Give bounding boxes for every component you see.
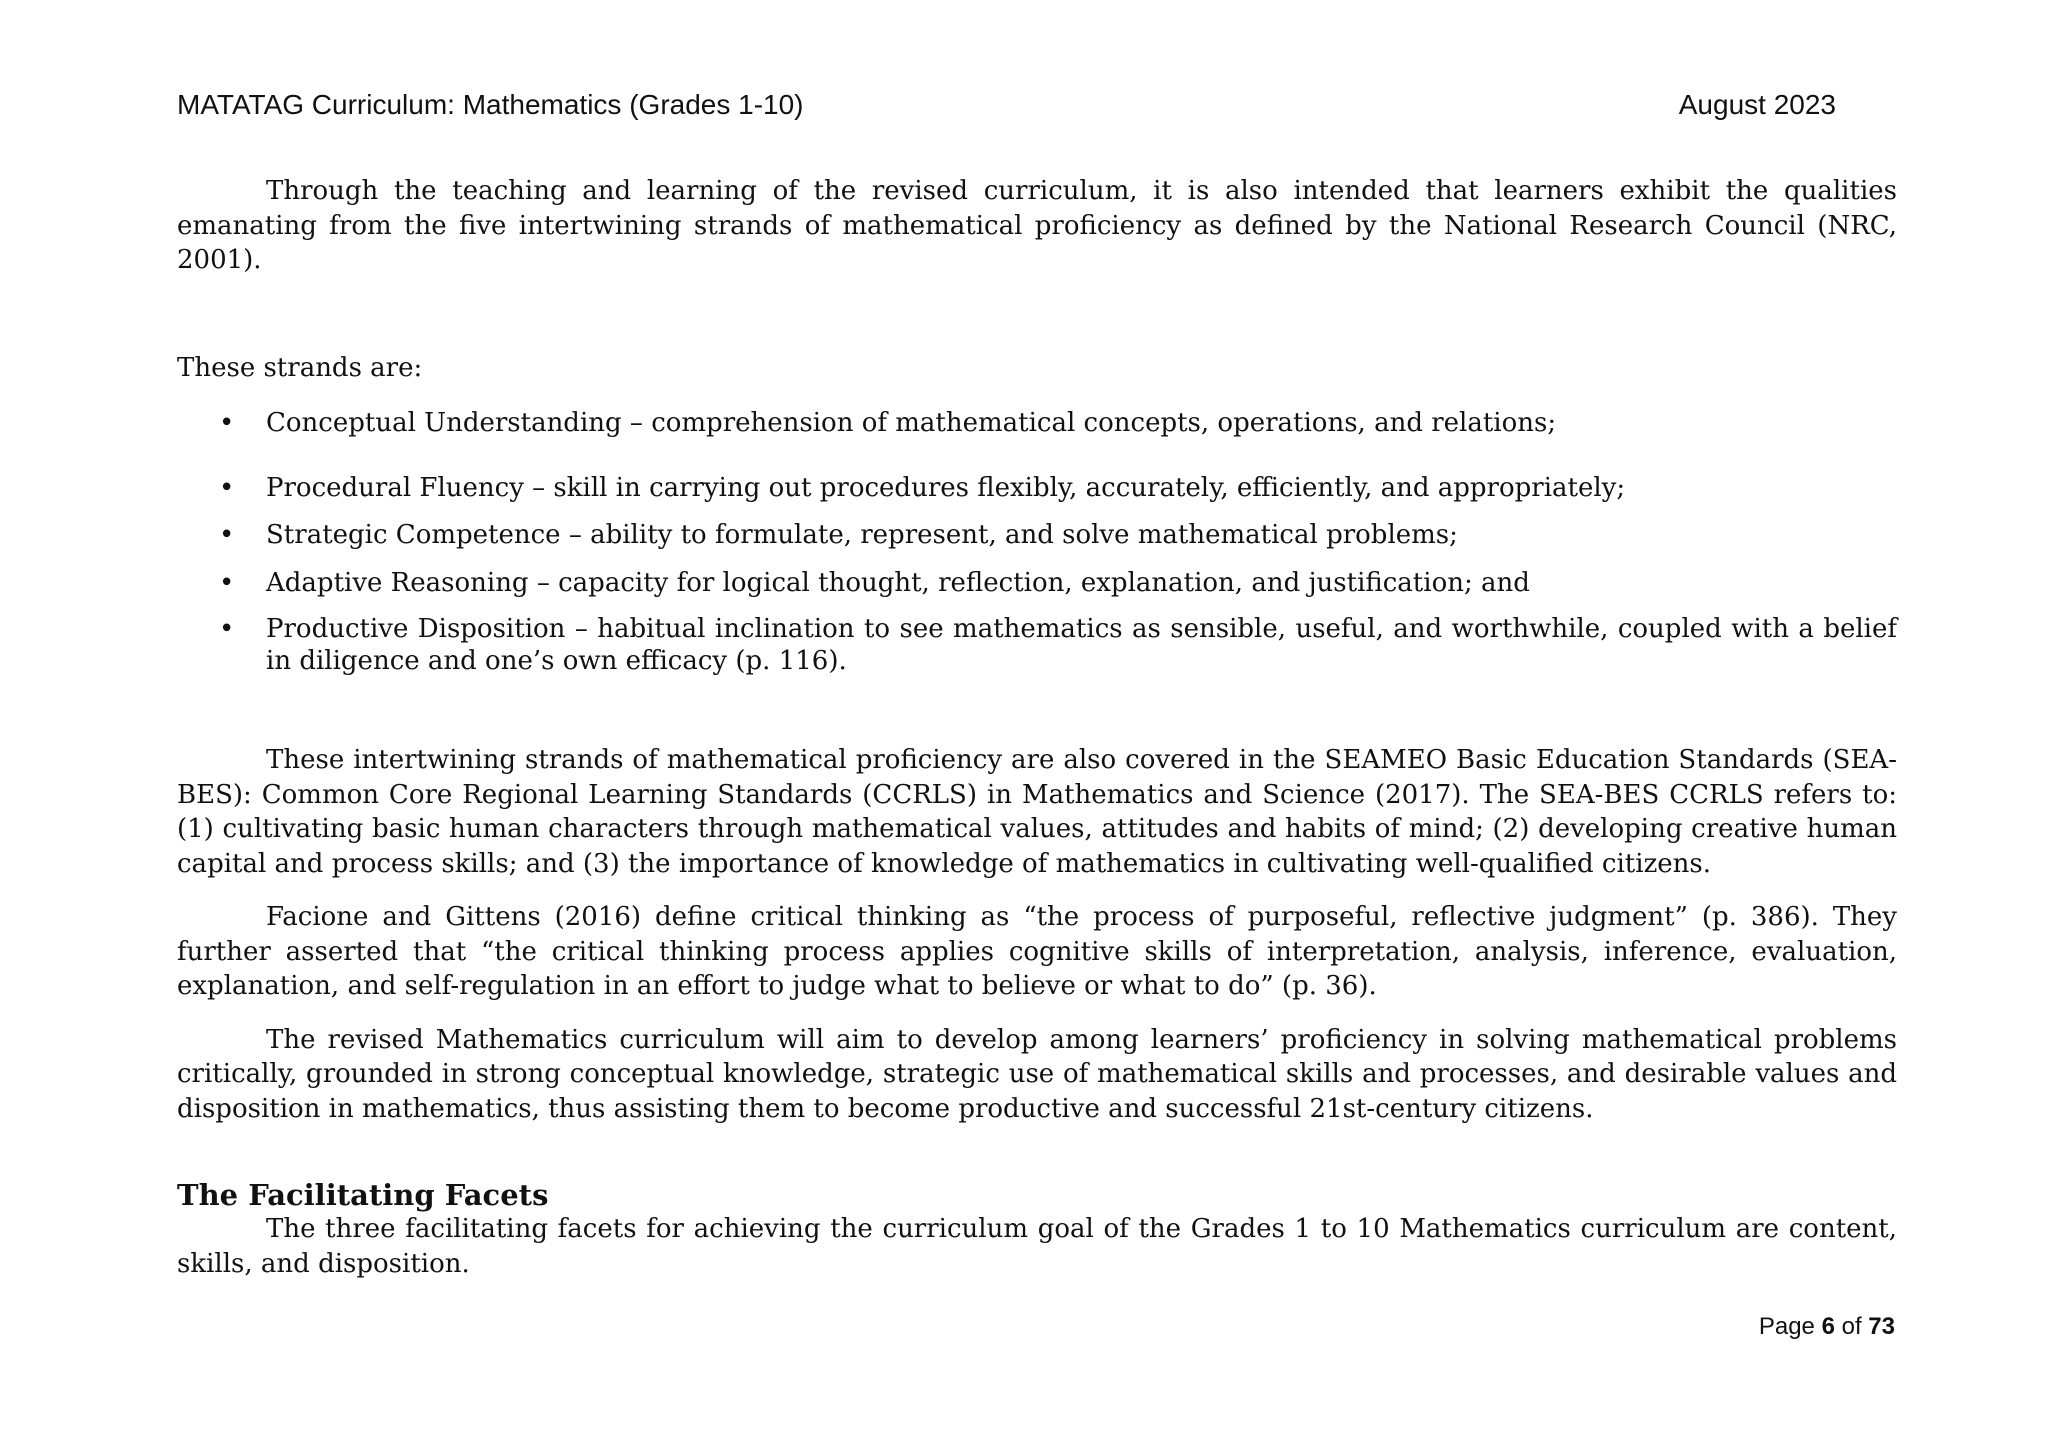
document-header-title: MATATAG Curriculum: Mathematics (Grades 1-10) xyxy=(177,89,804,120)
bullet-icon: • xyxy=(219,567,235,598)
list-item xyxy=(177,471,1897,506)
bullet-icon: • xyxy=(219,520,235,550)
of-label: of xyxy=(1841,1313,1862,1340)
strand-text: Conceptual Understanding – comprehension of mathematical concepts, operations, and relations; xyxy=(266,408,1557,438)
seameo-paragraph: These intertwining strands of mathematical proficiency are also covered in the SEAMEO Basic Education Standards (SEA-BES): Common Core Regional Learning Standards (CCRLS) in Mathematics and Science (2017). The SEA-BES CCRLS refers to: (1) cultivating basic human characters through mathematical values, attitudes and habits of mind; (2) developing creative human capital and process skills; and (3) the importance of knowledge of mathematics in cultivating well-qualified citizens. xyxy=(177,745,1897,879)
page-number-footer xyxy=(1759,1312,1895,1342)
strands-list xyxy=(177,406,1897,677)
strand-text: Strategic Competence – ability to formulate, represent, and solve mathematical problems; xyxy=(266,520,1458,550)
document-header-date: August 2023 xyxy=(1678,89,1836,120)
strands-lead: These strands are: xyxy=(177,352,423,383)
facets-paragraph: The three facilitating facets for achieving the curriculum goal of the Grades 1 to 10 Mathematics curriculum are content, skills, and disposition. xyxy=(177,1214,1897,1279)
critical-thinking-paragraph: Facione and Gittens (2016) define critical thinking as “the process of purposeful, reflective judgment” (p. 386). They further asserted that “the critical thinking process applies cognitive skills of interpretation, analysis, inference, evaluation, explanation, and self-regulation in an effort to judge what to believe or what to do” (p. 36). xyxy=(177,902,1897,1001)
facets-heading: The Facilitating Facets xyxy=(177,1178,549,1212)
total-pages-number: 73 xyxy=(1868,1313,1895,1340)
bullet-icon: • xyxy=(219,472,235,503)
strand-text: Procedural Fluency – skill in carrying out procedures flexibly, accurately, efficiently, and appropriately; xyxy=(266,472,1626,503)
page-label: Page xyxy=(1758,1313,1815,1340)
revised-curriculum-paragraph: The revised Mathematics curriculum will aim to develop among learners’ proficiency in solving mathematical problems critically, grounded in strong conceptual knowledge, strategic use of mathematical skills and processes, and desirable values and disposition in mathematics, thus assisting them to become productive and successful 21st-century citizens. xyxy=(177,1024,1897,1124)
list-item xyxy=(177,566,1897,601)
list-item xyxy=(177,613,1897,677)
bullet-icon: • xyxy=(219,614,235,644)
list-item xyxy=(177,406,1897,441)
strand-text: Productive Disposition – habitual inclination to see mathematics as sensible, useful, and worthwhile, coupled with a belief in diligence and one’s own efficacy (p. 116). xyxy=(266,614,1897,676)
current-page-number: 6 xyxy=(1821,1313,1835,1340)
list-item xyxy=(177,518,1897,553)
page-content xyxy=(177,174,1897,1281)
intro-paragraph: Through the teaching and learning of the revised curriculum, it is also intended that learners exhibit the qualities emanating from the five intertwining strands of mathematical proficiency as defined by the National Research Council (NRC, 2001). xyxy=(177,176,1897,275)
strand-text: Adaptive Reasoning – capacity for logical thought, reflection, explanation, and justification; and xyxy=(266,567,1530,598)
bullet-icon: • xyxy=(219,408,235,438)
